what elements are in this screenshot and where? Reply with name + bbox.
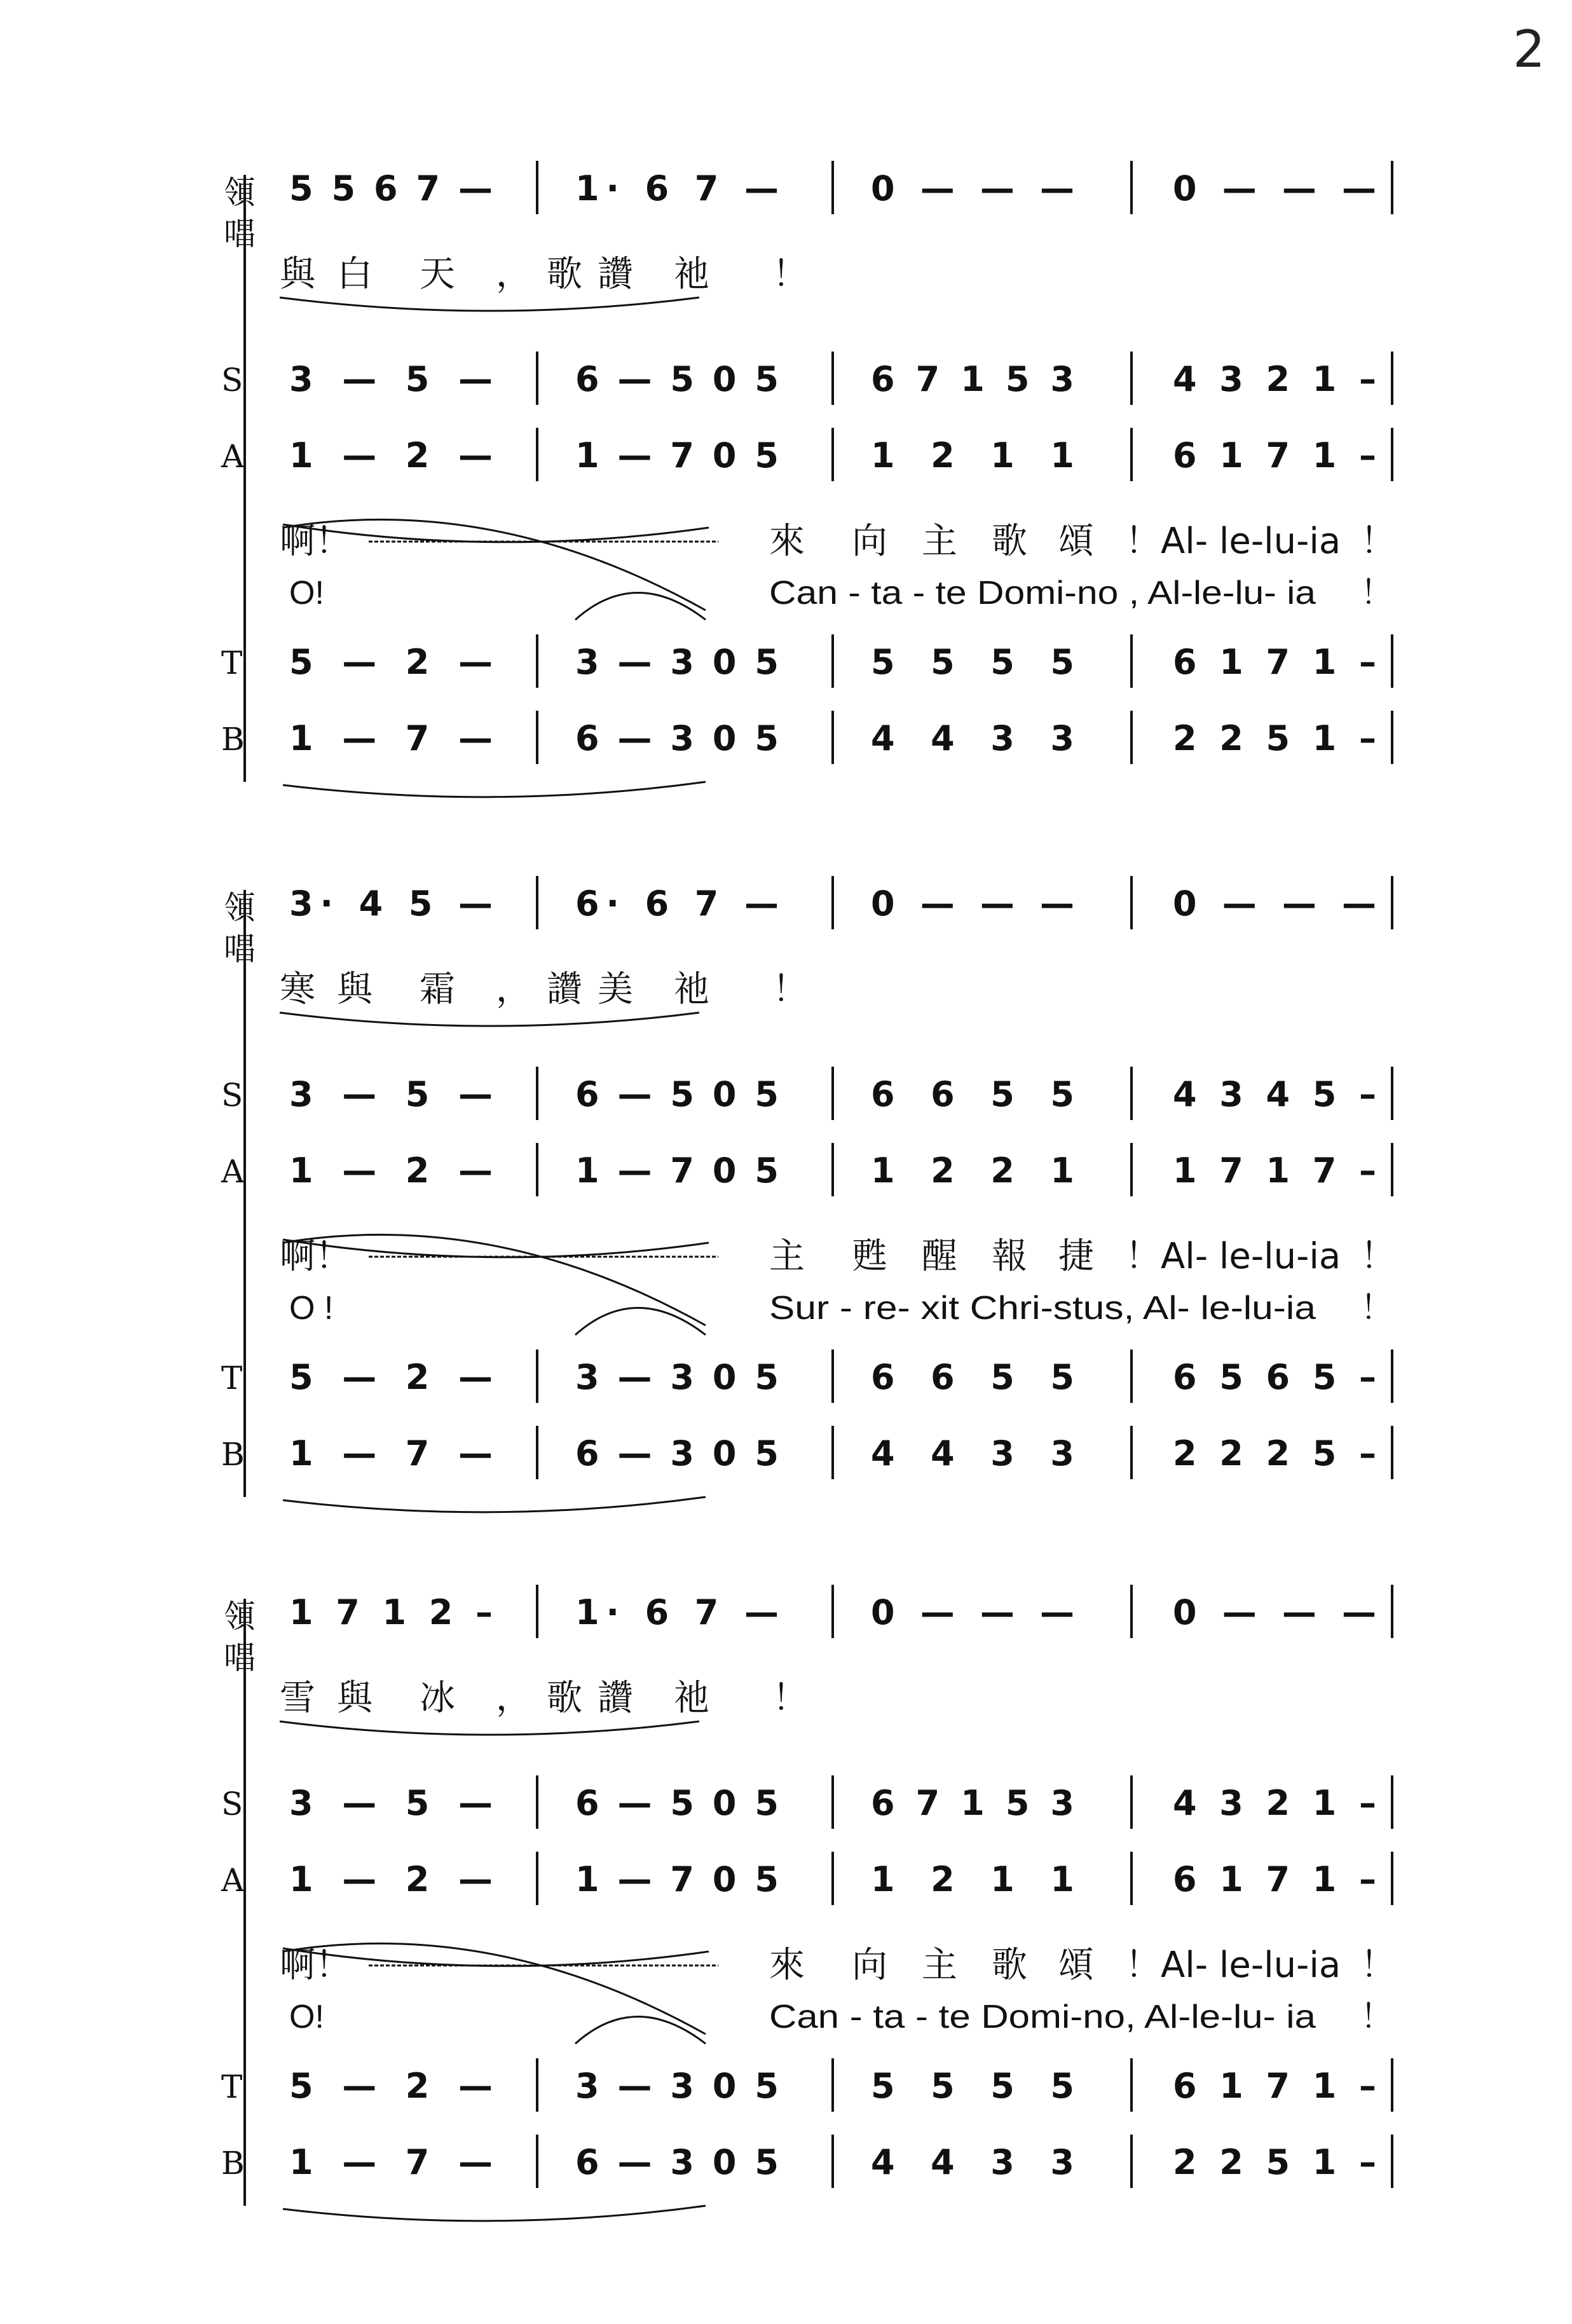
bass-line-measure: 2 2 5 1 –: [1173, 2142, 1376, 2182]
lead-lyric-syllable: 讚: [598, 254, 633, 295]
part-label-lead: 唱: [224, 931, 256, 967]
lead-line-measure: 1· 6 7 —: [575, 1592, 779, 1632]
alto-line-measure: 6 1 7 1 –: [1173, 435, 1376, 475]
lead-lyric-syllable: 讚: [598, 1678, 633, 1719]
chorus-lyric-latin: ！: [1360, 1290, 1394, 1327]
alto-line-measure: 1 — 7 0 5: [575, 435, 779, 475]
lead-lyric-syllable: 讚: [547, 969, 582, 1010]
lead-lyric-syllable: 與: [280, 254, 315, 295]
part-label-tenor: T: [221, 2068, 243, 2105]
lead-lyric-syllable: 寒: [280, 969, 315, 1010]
chorus-lyric-zh: 頌: [1058, 521, 1094, 562]
soprano-line-measure: 3 — 5 —: [289, 1074, 493, 1114]
bass-line-measure: 1 — 7 —: [289, 1433, 493, 1473]
bass-line-measure: 4 4 3 3: [871, 718, 1074, 758]
alto-line-measure: 1 — 7 0 5: [575, 1859, 779, 1899]
chorus-lyric-zh: 來: [769, 1945, 805, 1986]
chorus-lyric-zh: ！: [1360, 521, 1396, 562]
bass-line-measure: 1 — 7 —: [289, 718, 493, 758]
alto-line-measure: 1 — 7 0 5: [575, 1151, 779, 1191]
tenor-line-measure: 6 1 7 1 –: [1173, 642, 1376, 682]
soprano-line-measure: 6 7 1 5 3: [871, 359, 1074, 399]
chorus-lyric-zh: 向: [852, 1945, 887, 1986]
lead-lyric-syllable: 歌: [547, 254, 582, 295]
soprano-line-measure: 6 7 1 5 3: [871, 1783, 1074, 1823]
chorus-lyric-zh: 捷: [1058, 1236, 1094, 1277]
soprano-line-measure: 6 — 5 0 5: [575, 1074, 779, 1114]
chorus-lyric-latin: O!: [289, 1999, 324, 2035]
chorus-lyric-zh: 醒: [922, 1236, 957, 1277]
chorus-lyric-zh: ！Al- le-lu-ia: [1125, 1945, 1341, 1986]
lead-line-measure: 5 5 6 7 —: [289, 168, 493, 208]
chorus-lyric-zh: ！: [1360, 1945, 1396, 1986]
soprano-line-measure: 6 — 5 0 5: [575, 1783, 779, 1823]
tenor-line-measure: 3 — 3 0 5: [575, 2066, 779, 2106]
lead-lyric-syllable: ！: [772, 254, 808, 295]
part-label-lead: 領: [224, 889, 256, 926]
lead-line-measure: 0 — — —: [1173, 884, 1376, 924]
lead-line-measure: 0 — — —: [871, 1592, 1074, 1632]
alto-line-measure: 1 2 2 1: [871, 1151, 1074, 1191]
chorus-lyric-zh: 啊！: [280, 1945, 351, 1986]
chorus-lyric-zh: 啊！: [280, 1236, 351, 1277]
lead-lyric-syllable: 與: [337, 1678, 372, 1719]
part-label-soprano: S: [221, 1077, 243, 1114]
tenor-line-measure: 5 — 2 —: [289, 1357, 493, 1397]
lead-lyric-syllable: 與: [337, 969, 372, 1010]
lead-lyric-syllable: 歌: [547, 1678, 582, 1719]
lead-lyric-syllable: 祂: [674, 969, 709, 1010]
tenor-line-measure: 5 — 2 —: [289, 642, 493, 682]
part-label-soprano: S: [221, 1786, 243, 1822]
page-number: 2: [1513, 20, 1545, 79]
lead-line-measure: 0 — — —: [1173, 168, 1376, 208]
lead-lyric-syllable: ，: [496, 1678, 531, 1719]
tenor-line-measure: 5 5 5 5: [871, 2066, 1074, 2106]
soprano-line-measure: 3 — 5 —: [289, 1783, 493, 1823]
chorus-lyric-latin: O!: [289, 575, 324, 612]
part-label-bass: B: [221, 1436, 245, 1473]
score-system: [221, 161, 1396, 797]
bass-line-measure: 4 4 3 3: [871, 1433, 1074, 1473]
chorus-lyric-zh: ！: [1360, 1236, 1396, 1277]
chorus-lyric-zh: 歌: [992, 1945, 1027, 1986]
lead-lyric-syllable: 雪: [280, 1678, 315, 1719]
tenor-line-measure: 3 — 3 0 5: [575, 1357, 779, 1397]
soprano-line-measure: 4 3 2 1 –: [1173, 359, 1376, 399]
chorus-lyric-zh: 頌: [1058, 1945, 1094, 1986]
part-label-soprano: S: [221, 362, 243, 399]
alto-line-measure: 1 — 2 —: [289, 435, 493, 475]
tenor-line-measure: 5 5 5 5: [871, 642, 1074, 682]
alto-line-measure: 1 2 1 1: [871, 1859, 1074, 1899]
chorus-lyric-zh: 主: [922, 521, 957, 562]
alto-line-measure: 1 — 2 —: [289, 1151, 493, 1191]
lead-line-measure: 6· 6 7 —: [575, 884, 779, 924]
score-system: [221, 876, 1396, 1512]
part-label-alto: A: [221, 1862, 245, 1899]
bass-line-measure: 6 — 3 0 5: [575, 718, 779, 758]
bass-line-measure: 2 2 2 5 –: [1173, 1433, 1376, 1473]
lead-line-measure: 0 — — —: [871, 168, 1074, 208]
slur-arc: [280, 1721, 699, 1735]
lead-lyric-syllable: 霜: [420, 969, 455, 1010]
bass-line-measure: 2 2 5 1 –: [1173, 718, 1376, 758]
slur-arc: [280, 1013, 699, 1026]
part-label-alto: A: [221, 1153, 245, 1190]
part-label-lead: 唱: [224, 215, 256, 252]
soprano-line-measure: 4 3 2 1 –: [1173, 1783, 1376, 1823]
chorus-lyric-zh: 甦: [852, 1236, 887, 1277]
slur-arc: [280, 297, 699, 311]
soprano-line-measure: 6 6 5 5: [871, 1074, 1074, 1114]
lead-lyric-syllable: 祂: [674, 1678, 709, 1719]
chorus-lyric-latin: ！: [1360, 575, 1394, 612]
alto-line-measure: 1 2 1 1: [871, 435, 1074, 475]
lead-lyric-syllable: 白: [337, 254, 372, 295]
lead-lyric-syllable: 美: [598, 969, 633, 1010]
lead-lyric-syllable: 天: [420, 254, 455, 295]
chorus-lyric-zh: 主: [922, 1945, 957, 1986]
soprano-line-measure: 6 — 5 0 5: [575, 359, 779, 399]
part-label-lead: 唱: [224, 1639, 256, 1676]
bass-line-measure: 1 — 7 —: [289, 2142, 493, 2182]
lead-lyric-syllable: ！: [772, 1678, 808, 1719]
alto-line-measure: 6 1 7 1 –: [1173, 1859, 1376, 1899]
tenor-line-measure: 6 6 5 5: [871, 1357, 1074, 1397]
chorus-lyric-zh: 來: [769, 521, 805, 562]
bass-line-measure: 4 4 3 3: [871, 2142, 1074, 2182]
lead-lyric-syllable: ，: [496, 254, 531, 295]
chorus-lyric-zh: ！Al- le-lu-ia: [1125, 1236, 1341, 1277]
slur-arc: [575, 593, 706, 620]
chorus-lyric-zh: ！Al- le-lu-ia: [1125, 521, 1341, 562]
bass-line-measure: 6 — 3 0 5: [575, 2142, 779, 2182]
lead-line-measure: 0 — — —: [871, 884, 1074, 924]
score-system: [221, 1585, 1396, 2221]
tenor-line-measure: 6 1 7 1 –: [1173, 2066, 1376, 2106]
chorus-lyric-zh: 向: [852, 521, 887, 562]
slur-arc: [283, 1497, 706, 1512]
slur-arc: [575, 1308, 706, 1336]
part-label-tenor: T: [221, 645, 243, 681]
slur-arc: [283, 782, 706, 797]
tenor-line-measure: 3 — 3 0 5: [575, 642, 779, 682]
soprano-line-measure: 3 — 5 —: [289, 359, 493, 399]
lead-line-measure: 1· 6 7 —: [575, 168, 779, 208]
lead-line-measure: 3· 4 5 —: [289, 884, 493, 924]
part-label-lead: 領: [224, 1598, 256, 1635]
part-label-bass: B: [221, 2145, 245, 2182]
soprano-line-measure: 4 3 4 5 –: [1173, 1074, 1376, 1114]
chorus-lyric-zh: 主: [769, 1236, 805, 1277]
part-label-alto: A: [221, 438, 245, 475]
chorus-lyric-zh: 報: [992, 1236, 1027, 1277]
part-label-bass: B: [221, 721, 245, 758]
part-label-tenor: T: [221, 1360, 243, 1397]
chorus-lyric-latin: Sur - re- xit Chri-stus, Al- le-lu-ia: [769, 1290, 1316, 1327]
part-label-lead: 領: [224, 174, 256, 211]
chorus-lyric-zh: 歌: [992, 521, 1027, 562]
alto-line-measure: 1 — 2 —: [289, 1859, 493, 1899]
lead-lyric-syllable: 冰: [420, 1678, 455, 1719]
lead-lyric-syllable: 祂: [674, 254, 709, 295]
alto-line-measure: 1 7 1 7 –: [1173, 1151, 1376, 1191]
lead-line-measure: 1 7 1 2 –: [289, 1592, 493, 1632]
lead-lyric-syllable: ！: [772, 969, 808, 1010]
tenor-line-measure: 5 — 2 —: [289, 2066, 493, 2106]
chorus-lyric-latin: Can - ta - te Domi-no, Al-le-lu- ia: [769, 1999, 1316, 2035]
bass-line-measure: 6 — 3 0 5: [575, 1433, 779, 1473]
slur-arc: [283, 2206, 706, 2221]
chorus-lyric-latin: O !: [289, 1290, 334, 1327]
chorus-lyric-latin: ！: [1360, 1999, 1394, 2035]
chorus-lyric-latin: Can - ta - te Domi-no , Al-le-lu- ia: [769, 575, 1316, 612]
lead-lyric-syllable: ，: [496, 969, 531, 1010]
lead-line-measure: 0 — — —: [1173, 1592, 1376, 1632]
tenor-line-measure: 6 5 6 5 –: [1173, 1357, 1376, 1397]
slur-arc: [575, 2017, 706, 2044]
chorus-lyric-zh: 啊！: [280, 521, 351, 562]
